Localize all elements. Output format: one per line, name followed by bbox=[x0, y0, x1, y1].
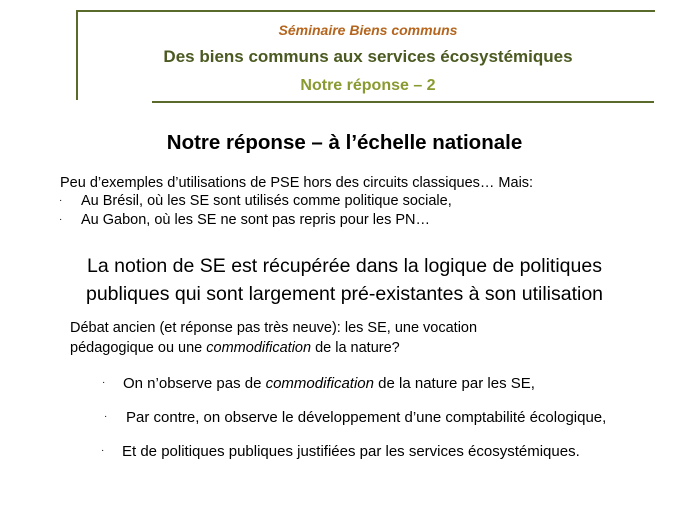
point-public-policies: Et de politiques publiques justifiées par les services écosystémiques. bbox=[122, 443, 580, 460]
slide-title: Notre réponse – à l’échelle nationale bbox=[166, 131, 523, 154]
debate-italic-term: commodification bbox=[206, 340, 312, 356]
debate-paragraph bbox=[70, 318, 630, 358]
header-top-rule bbox=[78, 10, 655, 12]
bullet-marker: · bbox=[59, 214, 63, 225]
point-ecological-accounting: Par contre, on observe le développement d’une comptabilité écologique, bbox=[126, 409, 607, 426]
bullet-marker: · bbox=[101, 445, 105, 456]
main-statement-line-2: publiques qui sont largement pré-existantes à son utilisation bbox=[85, 283, 604, 305]
intro-bullet-gabon: Au Gabon, où les SE ne sont pas repris pour les PN… bbox=[81, 212, 430, 228]
debate-text-end: de la nature? bbox=[311, 340, 400, 356]
intro-bullet-brazil: Au Brésil, où les SE sont utilisés comme politique sociale, bbox=[81, 193, 452, 209]
section-label: Notre réponse – 2 bbox=[300, 77, 436, 94]
point-1-text: On n’observe pas de bbox=[123, 375, 266, 392]
main-statement bbox=[0, 252, 689, 308]
debate-text-line-2: pédagogique ou une bbox=[70, 340, 207, 356]
point-no-commodification bbox=[123, 375, 535, 392]
header-bottom-rule bbox=[152, 101, 654, 103]
bullet-marker: · bbox=[59, 195, 63, 206]
debate-text-line-1: Débat ancien (et réponse pas très neuve): les SE, une vocation bbox=[70, 320, 478, 336]
bullet-marker: · bbox=[102, 377, 106, 388]
bullet-marker: · bbox=[104, 411, 108, 422]
seminar-name: Séminaire Biens communs bbox=[278, 22, 458, 38]
point-1-italic-term: commodification bbox=[265, 375, 374, 392]
presentation-subtitle: Des biens communs aux services écosystémiques bbox=[163, 47, 573, 66]
intro-text: Peu d’exemples d’utilisations de PSE hors des circuits classiques… Mais: bbox=[60, 175, 534, 191]
main-statement-line-1: La notion de SE est récupérée dans la logique de politiques bbox=[87, 255, 602, 277]
point-1-text-end: de la nature par les SE, bbox=[373, 375, 535, 392]
